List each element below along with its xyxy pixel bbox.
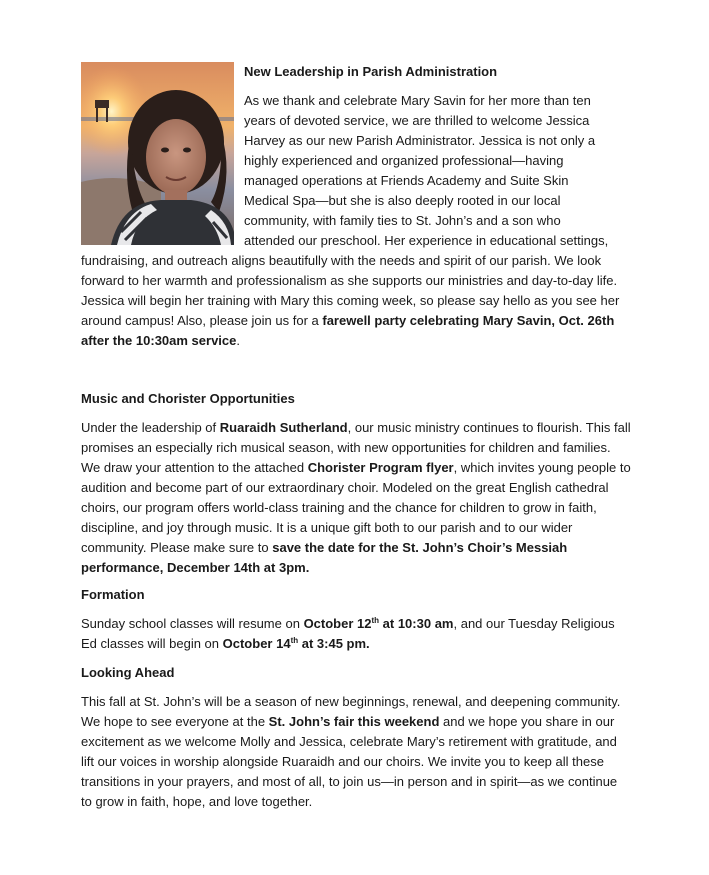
- formation-paragraph: Sunday school classes will resume on October 12th at 10:30 am, and our Tuesday Religious Ed classes will begin on October 14th at 3:45 pm.: [81, 616, 615, 651]
- leadership-paragraph: fundraising, and outreach aligns beautifully with the needs and spirit of our parish. We look forward to her warmth and professionalism as she supports our ministries and day-to-day life. Jessica will begin her training with Mary this coming week, so please say hello as you see her around campus! Also, please join us for a farewell party celebrating Mary Savin, Oct. 26th after the 10:30am service.: [81, 253, 620, 348]
- sunday-school-date: October 12th at 10:30 am: [303, 616, 454, 631]
- text-line: highly experienced and organized professional—having: [244, 153, 564, 168]
- section-heading-looking-ahead: Looking Ahead: [81, 665, 175, 680]
- text-line: managed operations at Friends Academy and Suite Skin: [244, 173, 569, 188]
- text-line: years of devoted service, we are thrilled to welcome Jessica: [244, 113, 590, 128]
- text-line: Harvey as our new Parish Administrator. Jessica is not only a: [244, 133, 596, 148]
- messiah-save-the-date: save the date for the St. John’s Choir’s Messiah performance, December 14th at 3pm.: [81, 540, 568, 575]
- leadership-continued-text: [81, 231, 631, 351]
- section-heading-formation: Formation: [81, 587, 145, 602]
- section-heading-music: Music and Chorister Opportunities: [81, 391, 295, 406]
- text-line: As we thank and celebrate Mary Savin for her more than ten: [244, 93, 591, 108]
- text-line: attended our preschool. Her experience in educational settings,: [244, 233, 609, 248]
- music-paragraph: Under the leadership of Ruaraidh Sutherland, our music ministry continues to flourish. This fall promises an especially rich musical season, with new opportunities for children and families. We draw your attention to the attached Chorister Program flyer, which invites young people to audition and become part of our extraordinary choir. Modeled on the great English cathedral choirs, our program offers world-class training and the chance for children to grow in faith, discipline, and joy through music. It is a unique gift both to our parish and to our wider community. Please make sure to save the date for the St. John’s Choir’s Messiah performance, December 14th at 3pm.: [81, 420, 631, 575]
- chorister-flyer-highlight: Chorister Program flyer: [307, 460, 454, 475]
- farewell-party-highlight: farewell party celebrating Mary Savin, Oct. 26th after the 10:30am service: [81, 313, 615, 348]
- leadership-wrapped-text: [244, 91, 634, 231]
- fair-highlight: St. John’s fair this weekend: [268, 714, 440, 729]
- section-heading-leadership: New Leadership in Parish Administration: [244, 64, 498, 79]
- music-director-name: Ruaraidh Sutherland: [219, 420, 348, 435]
- text-line: community, with family ties to St. John’s and a son who: [244, 213, 561, 228]
- looking-ahead-paragraph: This fall at St. John’s will be a season of new beginnings, renewal, and deepening community. We hope to see everyone at the St. John’s fair this weekend and we hope you share in our excitement as we welcome Molly and Jessica, celebrate Mary’s retirement with gratitude, and lift our voices in worship alongside Ruaraidh and our choirs. We invite you to keep all these transitions in your prayers, and most of all, to join us—in person and in spirit—as we continue to grow in faith, hope, and love together.: [81, 694, 621, 809]
- portrait-photo: [81, 62, 234, 245]
- text-line: Medical Spa—but she is also deeply rooted in our local: [244, 193, 561, 208]
- religious-ed-date: October 14th at 3:45 pm.: [222, 636, 370, 651]
